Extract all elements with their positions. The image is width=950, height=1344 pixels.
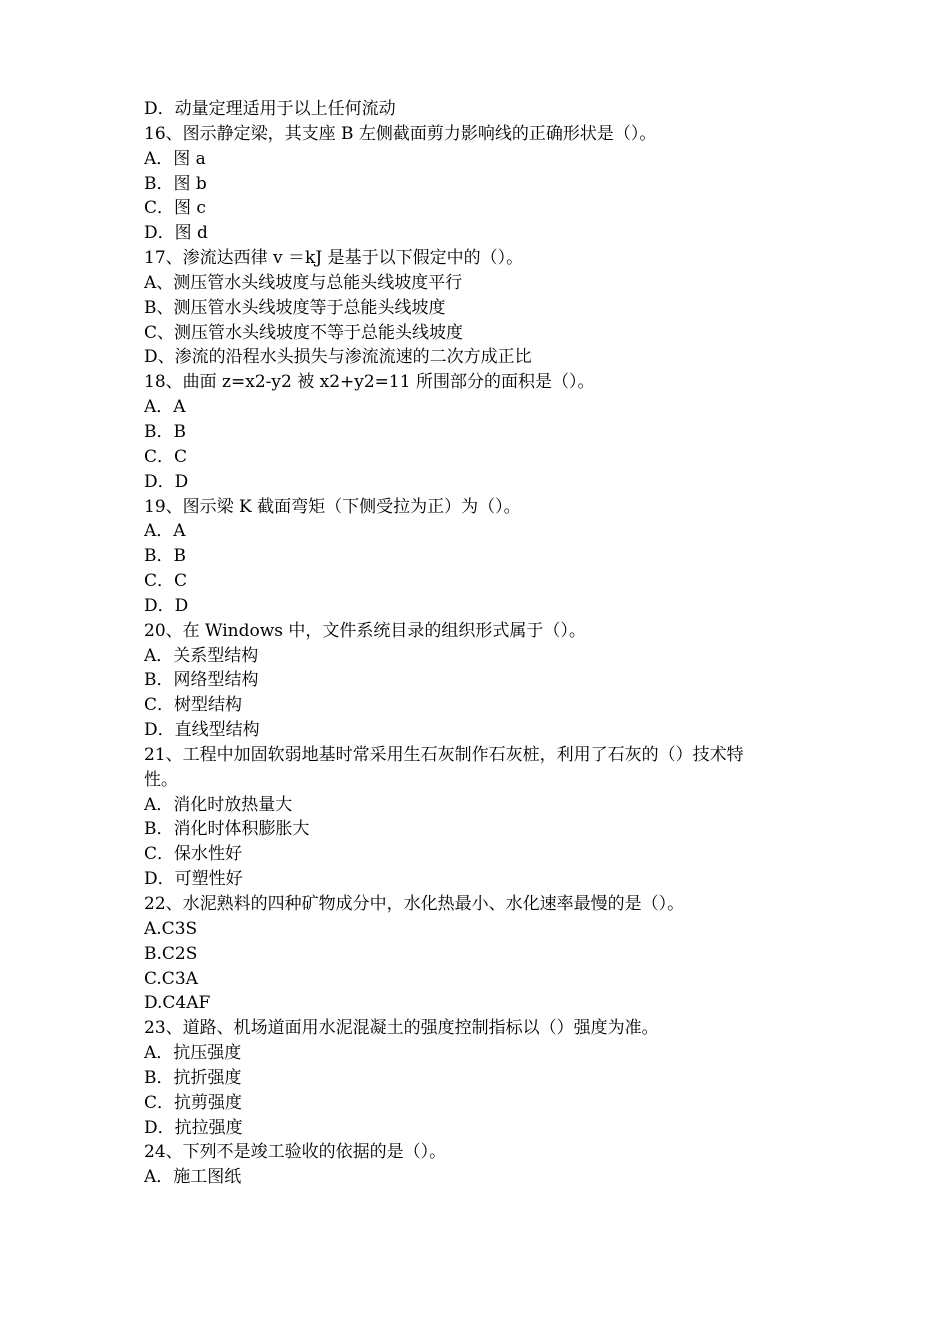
- option-line: B．B: [144, 421, 186, 442]
- option-line: A、测压管水头线坡度与总能头线坡度平行: [144, 272, 463, 293]
- question-line: 16、图示静定梁，其支座 B 左侧截面剪力影响线的正确形状是（）。: [144, 123, 657, 144]
- question-line: 20、在 Windows 中，文件系统目录的组织形式属于（）。: [144, 620, 586, 641]
- option-line: A．A: [144, 397, 186, 418]
- question-line: 19、图示梁 K 截面弯矩（下侧受拉为正）为（）。: [144, 496, 521, 517]
- option-line: B．消化时体积膨胀大: [144, 819, 310, 840]
- option-line: B．B: [144, 546, 186, 567]
- question-line: 22、水泥熟料的四种矿物成分中，水化热最小、水化速率最慢的是（）。: [144, 894, 685, 914]
- option-line: C．抗剪强度: [144, 1092, 243, 1113]
- option-line: D、渗流的沿程水头损失与渗流流速的二次方成正比: [144, 347, 532, 368]
- question-line: 18、曲面 z=x2-y2 被 x2+y2=11 所围部分的面积是（）。: [144, 372, 595, 393]
- option-line: D．动量定理适用于以上任何流动: [144, 99, 396, 119]
- question-line: 17、渗流达西律 v ＝kJ 是基于以下假定中的（）。: [144, 248, 524, 269]
- option-line: B．抗折强度: [144, 1067, 242, 1088]
- option-line: B．网络型结构: [144, 670, 259, 691]
- option-line: D．抗拉强度: [144, 1117, 243, 1138]
- option-line: B、测压管水头线坡度等于总能头线坡度: [144, 297, 446, 318]
- option-line: D．直线型结构: [144, 720, 260, 741]
- option-line: C．C: [144, 571, 188, 592]
- option-line: A．图 a: [144, 148, 206, 169]
- option-line: C．C: [144, 446, 188, 467]
- option-line: C.C3A: [144, 968, 198, 989]
- option-line: A．关系型结构: [144, 645, 259, 666]
- option-line: C．图 c: [144, 198, 206, 219]
- question-line: 24、下列不是竣工验收的依据的是（）。: [144, 1142, 447, 1163]
- document-body: [144, 97, 820, 1190]
- option-line: C、测压管水头线坡度不等于总能头线坡度: [144, 322, 464, 343]
- option-line: A．施工图纸: [144, 1167, 242, 1188]
- option-line: A．抗压强度: [144, 1043, 242, 1064]
- option-line: D．D: [144, 471, 189, 492]
- option-line: B．图 b: [144, 173, 207, 194]
- option-line: D．D: [144, 595, 189, 616]
- question-line-continuation: 性。: [144, 769, 178, 790]
- option-line: C．保水性好: [144, 844, 243, 865]
- option-line: A．消化时放热量大: [144, 794, 293, 815]
- option-line: B.C2S: [144, 943, 198, 964]
- question-line: 23、道路、机场道面用水泥混凝土的强度控制指标以（）强度为准。: [144, 1018, 659, 1039]
- option-line: A．A: [144, 521, 186, 542]
- option-line: D.C4AF: [144, 993, 211, 1014]
- option-line: A.C3S: [144, 918, 198, 939]
- option-line: D．图 d: [144, 223, 208, 244]
- option-line: D．可塑性好: [144, 869, 243, 890]
- option-line: C．树型结构: [144, 695, 243, 716]
- question-line: 21、工程中加固软弱地基时常采用生石灰制作石灰桩，利用了石灰的（）技术特: [144, 744, 744, 765]
